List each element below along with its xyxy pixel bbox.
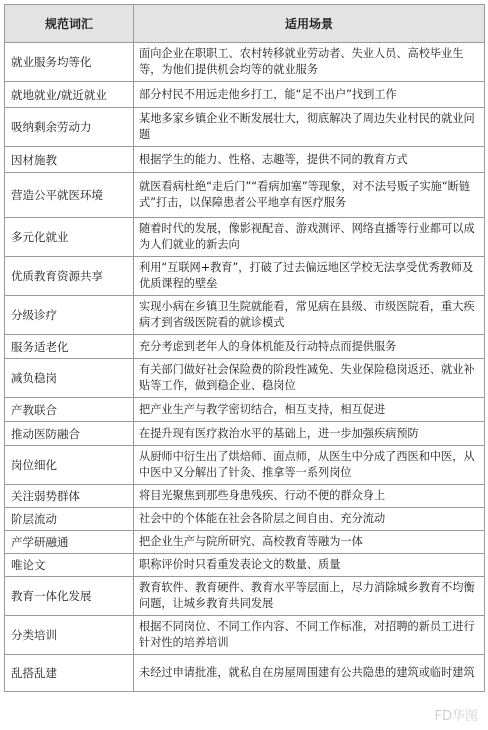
- term-cell: 阶层流动: [5, 508, 134, 531]
- table-row: [5, 485, 485, 508]
- vocabulary-table: [4, 4, 485, 692]
- table-row: [5, 296, 485, 335]
- scene-cell: 就医看病杜绝“走后门”“看病加塞”等现象，对不法号贩子实施“断链式”打击，以保障患者公平地享有医疗服务: [134, 173, 485, 218]
- term-cell: 乱搭乱建: [5, 655, 134, 692]
- table-row: [5, 508, 485, 531]
- scene-cell: 教育软件、教育硬件、教育水平等层面上，尽力消除城乡教育不均衡问题，让城乡教育共同发展: [134, 577, 485, 616]
- term-cell: 岗位细化: [5, 446, 134, 485]
- scene-cell: 充分考虑到老年人的身体机能及行动特点而提供服务: [134, 335, 485, 359]
- term-cell: 分类培训: [5, 616, 134, 655]
- table-row: [5, 359, 485, 398]
- scene-cell: 从厨师中衍生出了烘焙师、面点师，从医生中分成了西医和中医，从中医中又分解出了针灸、推拿等一系列岗位: [134, 446, 485, 485]
- scene-cell: 把企业生产与院所研究、高校教育等融为一体: [134, 531, 485, 554]
- term-cell: 服务适老化: [5, 335, 134, 359]
- scene-cell: 根据不同岗位、不同工作内容、不同工作标准，对招聘的新员工进行针对性的培养培训: [134, 616, 485, 655]
- term-cell: 就地就业/就近就业: [5, 82, 134, 108]
- header-scene: 适用场景: [134, 5, 485, 43]
- term-cell: 唯论文: [5, 554, 134, 577]
- table-row: [5, 82, 485, 108]
- scene-cell: 有关部门做好社会保险费的阶段性减免、失业保险稳岗返还、就业补贴等工作，做到稳企业、稳岗位: [134, 359, 485, 398]
- term-cell: 产学研融通: [5, 531, 134, 554]
- scene-cell: 实现小病在乡镇卫生院就能看，常见病在县级、市级医院看，重大疾病才到省级医院看的就诊模式: [134, 296, 485, 335]
- scene-cell: 在提升现有医疗救治水平的基础上，进一步加强疾病预防: [134, 422, 485, 446]
- term-cell: 推动医防融合: [5, 422, 134, 446]
- term-cell: 就业服务均等化: [5, 43, 134, 82]
- term-cell: 吸纳剩余劳动力: [5, 108, 134, 147]
- term-cell: 减负稳岗: [5, 359, 134, 398]
- term-cell: 营造公平就医环境: [5, 173, 134, 218]
- table-row: [5, 554, 485, 577]
- scene-cell: 随着时代的发展，像影视配音、游戏测评、网络直播等行业都可以成为人们就业的新去向: [134, 218, 485, 257]
- header-term: 规范词汇: [5, 5, 134, 43]
- table-row: [5, 147, 485, 173]
- scene-cell: 根据学生的能力、性格、志趣等，提供不同的教育方式: [134, 147, 485, 173]
- table-row: [5, 108, 485, 147]
- term-cell: 优质教育资源共享: [5, 257, 134, 296]
- table-row: [5, 43, 485, 82]
- table-row: [5, 655, 485, 692]
- term-cell: 产教联合: [5, 398, 134, 422]
- table-row: [5, 446, 485, 485]
- term-cell: 因材施教: [5, 147, 134, 173]
- scene-cell: 某地多家乡镇企业不断发展壮大，彻底解决了周边失业村民的就业问题: [134, 108, 485, 147]
- table-row: [5, 218, 485, 257]
- scene-cell: 面向企业在职职工、农村转移就业劳动者、失业人员、高校毕业生等，为他们提供机会均等的就业服务: [134, 43, 485, 82]
- table-row: [5, 577, 485, 616]
- term-cell: 分级诊疗: [5, 296, 134, 335]
- table-row: [5, 257, 485, 296]
- table-row: [5, 422, 485, 446]
- scene-cell: 利用“互联网+教育”，打破了过去偏远地区学校无法享受优秀教师及优质课程的壁垒: [134, 257, 485, 296]
- term-cell: 关注弱势群体: [5, 485, 134, 508]
- table-row: [5, 335, 485, 359]
- scene-cell: 未经过申请批准，就私自在房屋周围建有公共隐患的建筑或临时建筑: [134, 655, 485, 692]
- table-row: [5, 398, 485, 422]
- scene-cell: 将目光聚焦到那些身患残疾、行动不便的群众身上: [134, 485, 485, 508]
- scene-cell: 职称评价时只看重发表论文的数量、质量: [134, 554, 485, 577]
- scene-cell: 部分村民不用远走他乡打工，能“足不出户”找到工作: [134, 82, 485, 108]
- term-cell: 多元化就业: [5, 218, 134, 257]
- scene-cell: 把产业生产与教学密切结合，相互支持，相互促进: [134, 398, 485, 422]
- watermark-logo: FD华图: [434, 709, 478, 724]
- scene-cell: 社会中的个体能在社会各阶层之间自由、充分流动: [134, 508, 485, 531]
- table-row: [5, 616, 485, 655]
- table-row: [5, 531, 485, 554]
- table-header-row: [5, 5, 485, 43]
- table-body: [5, 43, 485, 692]
- table-row: [5, 173, 485, 218]
- term-cell: 教育一体化发展: [5, 577, 134, 616]
